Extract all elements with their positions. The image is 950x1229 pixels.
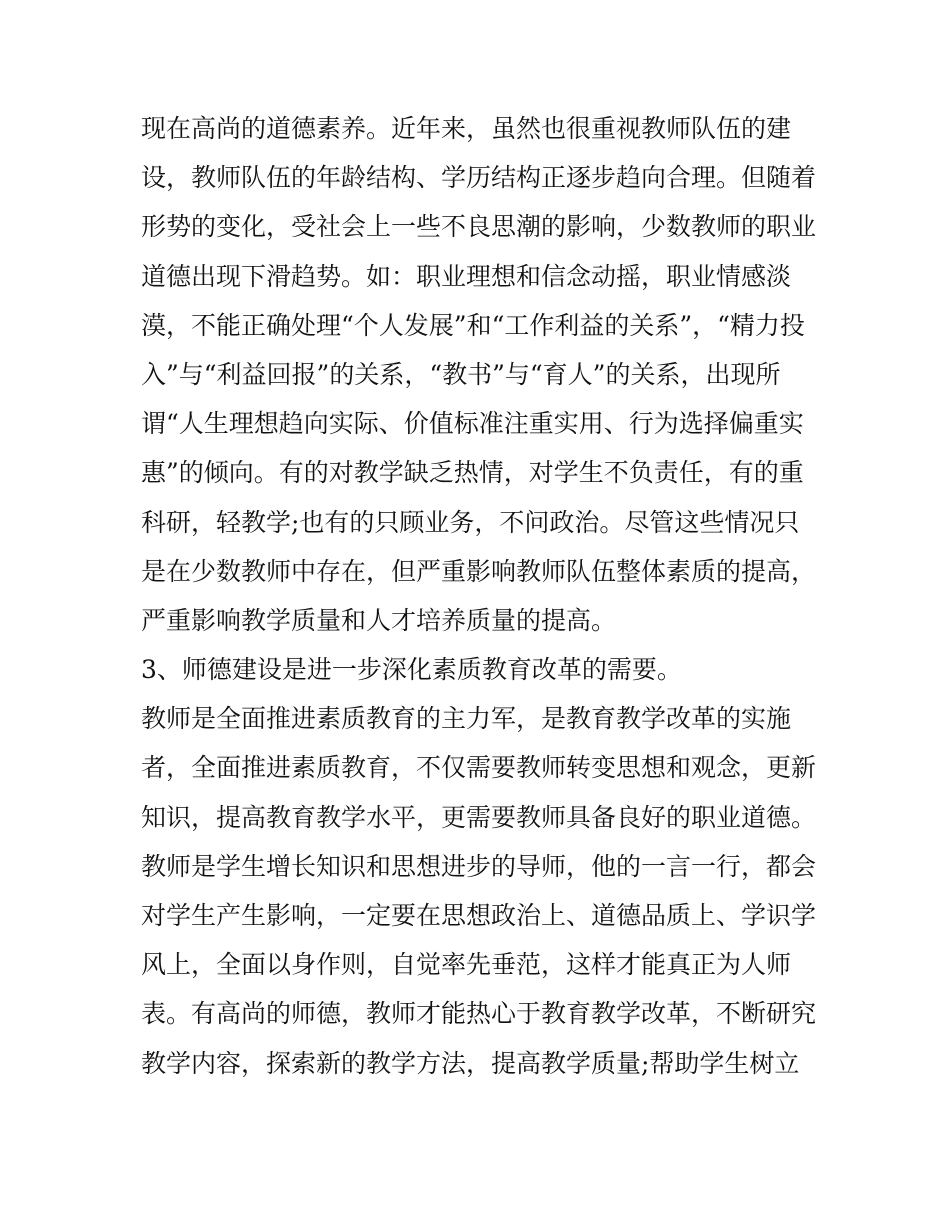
text-line: 漠，不能正确处理“个人发展”和“工作利益的关系”，“精力投 <box>141 310 805 340</box>
text-line: 是在少数教师中存在，但严重影响教师队伍整体素质的提高， <box>141 556 817 586</box>
text-line: 科研，轻教学;也有的只顾业务，不问政治。尽管这些情况只 <box>141 507 800 537</box>
text-line: 教师是全面推进素质教育的主力军，是教育教学改革的实施 <box>141 704 792 734</box>
text-line: 教师是学生增长知识和思想进步的导师，他的一言一行，都会 <box>141 851 817 881</box>
body-text <box>141 104 821 1088</box>
text-line: 谓“人生理想趋向实际、价值标准注重实用、行为选择偏重实 <box>141 409 804 439</box>
text-line: 表。有高尚的师德，教师才能热心于教育教学改革，不断研究 <box>141 999 817 1029</box>
text-line: 惠”的倾向。有的对教学缺乏热情，对学生不负责任，有的重 <box>141 458 804 488</box>
text-line: 入”与“利益回报”的关系，“教书”与“育人”的关系，出现所 <box>141 359 781 389</box>
text-line: 教学内容，探索新的教学方法，提高教学质量;帮助学生树立 <box>141 1048 800 1078</box>
text-line: 对学生产生影响，一定要在思想政治上、道德品质上、学识学 <box>141 901 817 930</box>
section-heading: 3、师德建设是进一步深化素质教育改革的需要。 <box>141 655 682 685</box>
text-line: 形势的变化，受社会上一些不良思潮的影响，少数教师的职业 <box>141 212 817 242</box>
text-line: 设，教师队伍的年龄结构、学历结构正逐步趋向合理。但随着 <box>141 163 817 193</box>
text-line: 知识，提高教育教学水平，更需要教师具备良好的职业道德。 <box>141 802 817 832</box>
text-line: 风上，全面以身作则，自觉率先垂范，这样才能真正为人师 <box>141 950 792 980</box>
text-line: 严重影响教学质量和人才培养质量的提高。 <box>141 605 617 635</box>
text-line: 现在高尚的道德素养。近年来，虽然也很重视教师队伍的建 <box>141 114 792 143</box>
text-line: 道德出现下滑趋势。如：职业理想和信念动摇，职业情感淡 <box>141 261 792 291</box>
text-line: 者，全面推进素质教育，不仅需要教师转变思想和观念，更新 <box>141 753 817 783</box>
